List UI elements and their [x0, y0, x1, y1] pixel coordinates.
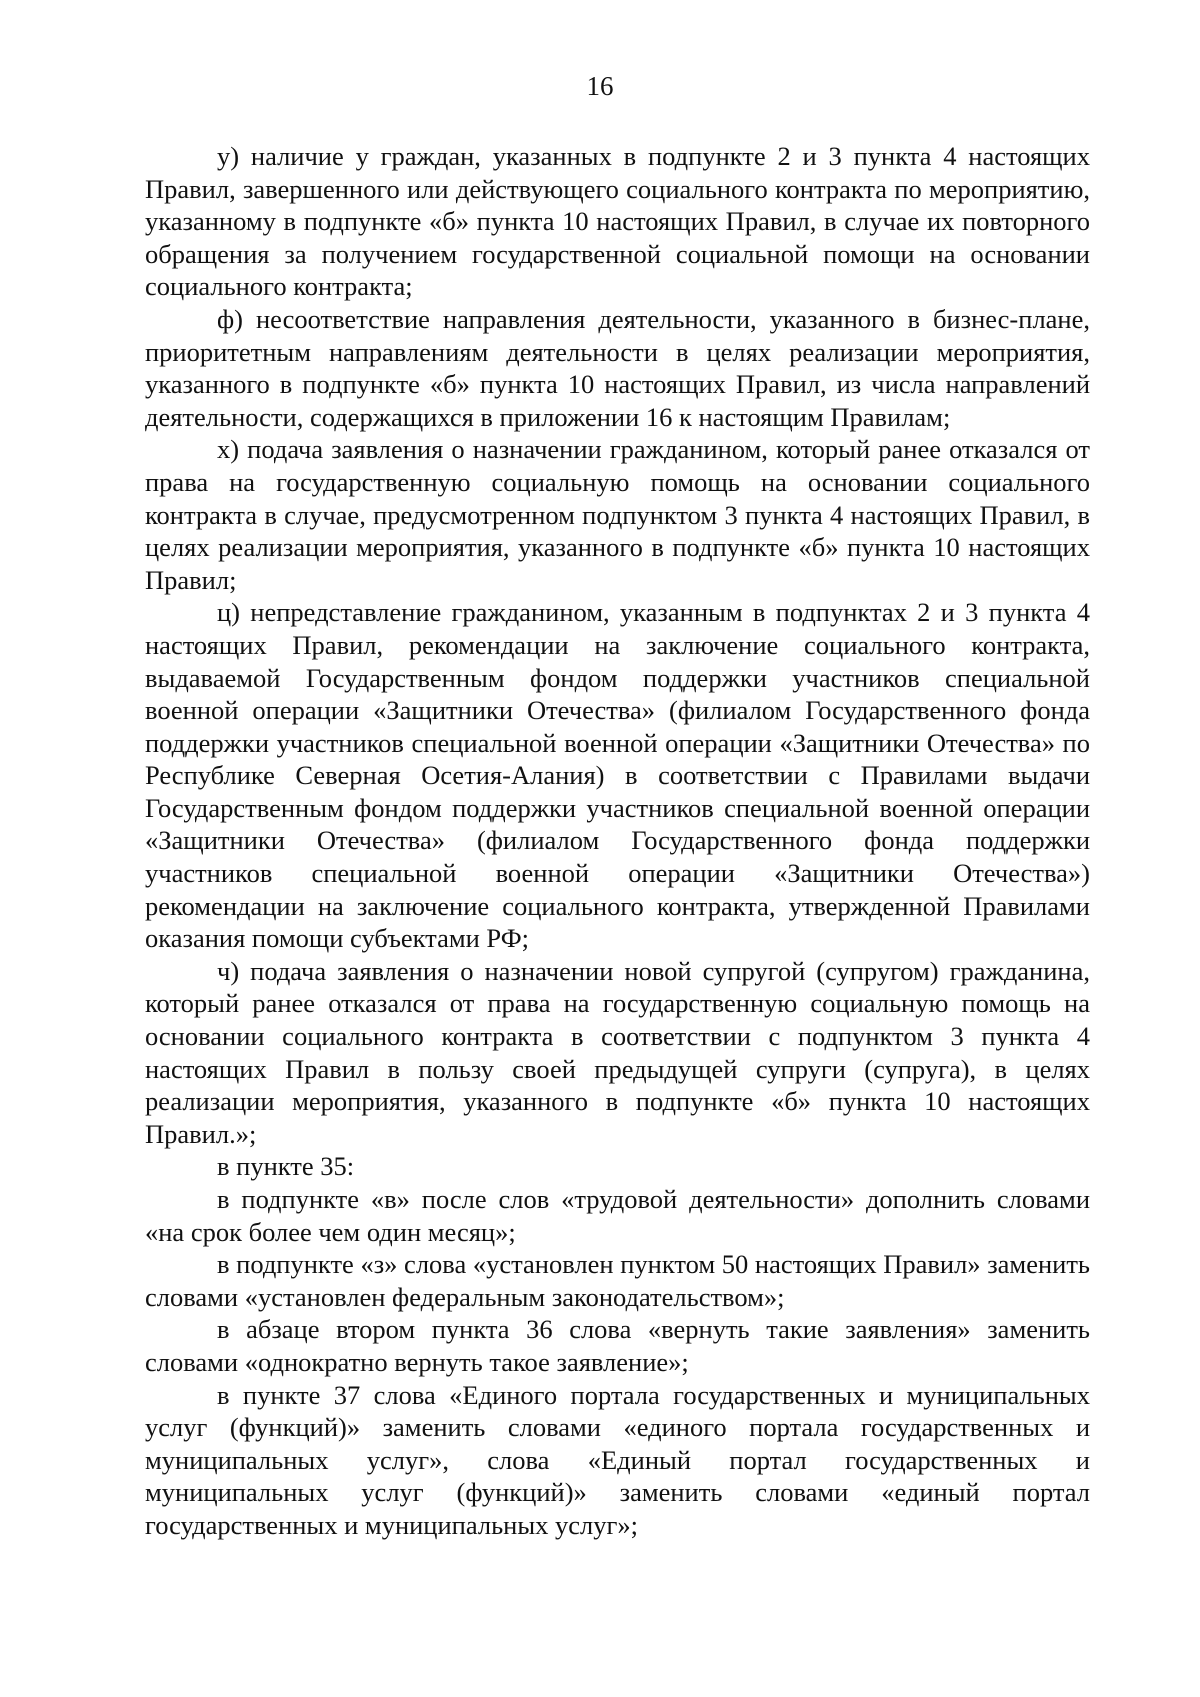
document-body	[145, 140, 1090, 1542]
paragraph-ts: ц) непредставление гражданином, указанным в подпунктах 2 и 3 пункта 4 настоящих Правил, рекомендации на заключение социального контракта, выдаваемой Государственным фондом поддержки участников специальной военной операции «Защитники Отечества» (филиалом Государственного фонда поддержки участников специальной военной операции «Защитники Отечества» по Республике Северная Осетия-Алания) в соответствии с Правилами выдачи Государственным фондом поддержки участников специальной военной операции «Защитники Отечества» (филиалом Государственного фонда поддержки участников специальной военной операции «Защитники Отечества») рекомендации на заключение социального контракта, утвержденной Правилами оказания помощи субъектами РФ;	[145, 597, 1090, 954]
paragraph-item-37: в пункте 37 слова «Единого портала государственных и муниципальных услуг (функций)» заменить словами «единого портала государственных и муниципальных услуг», слова «Единый портал государственных и муниципальных услуг (функций)» заменить словами «единый портал государственных и муниципальных услуг»;	[145, 1379, 1090, 1540]
page-number: 16	[586, 71, 614, 101]
paragraph-item-36: в абзаце втором пункта 36 слова «вернуть такие заявления» заменить словами «однократно вернуть такое заявление»;	[145, 1314, 1090, 1377]
paragraph-f: ф) несоответствие направления деятельности, указанного в бизнес-плане, приоритетным направлениям деятельности в целях реализации мероприятия, указанного в подпункте «б» пункта 10 настоящих Правил, из числа направлений деятельности, содержащихся в приложении 16 к настоящим Правилам;	[145, 303, 1090, 432]
paragraph-subitem-z: в подпункте «з» слова «установлен пунктом 50 настоящих Правил» заменить словами «установлен федеральным законодательством»;	[145, 1249, 1090, 1312]
paragraph-u: у) наличие у граждан, указанных в подпункте 2 и 3 пункта 4 настоящих Правил, завершенного или действующего социального контракта по мероприятию, указанному в подпункте «б» пункта 10 настоящих Правил, в случае их повторного обращения за получением государственной социальной помощи на основании социального контракта;	[145, 141, 1090, 302]
paragraph-item-35: в пункте 35:	[217, 1151, 355, 1182]
paragraph-ch: ч) подача заявления о назначении новой супругой (супругом) гражданина, который ранее отказался от права на государственную социальную помощь на основании социального контракта в соответствии с подпунктом 3 пункта 4 настоящих Правил в пользу своей предыдущей супруги (супруга), в целях реализации мероприятия, указанного в подпункте «б» пункта 10 настоящих Правил.»;	[145, 955, 1090, 1149]
paragraph-kh: х) подача заявления о назначении гражданином, который ранее отказался от права на государственную социальную помощь на основании социального контракта в случае, предусмотренном подпунктом 3 пункта 4 настоящих Правил, в целях реализации мероприятия, указанного в подпункте «б» пункта 10 настоящих Правил;	[145, 434, 1090, 595]
paragraph-subitem-v: в подпункте «в» после слов «трудовой деятельности» дополнить словами «на срок более чем один месяц»;	[145, 1184, 1090, 1247]
